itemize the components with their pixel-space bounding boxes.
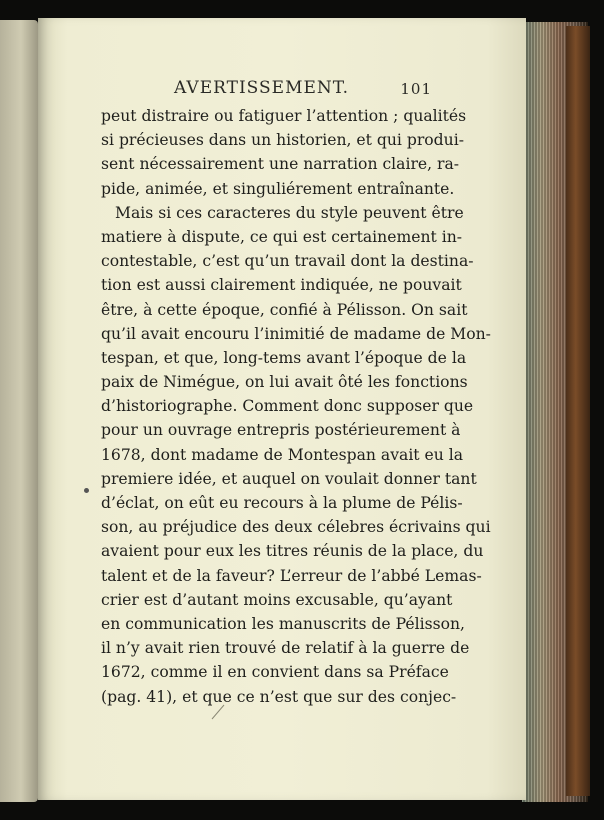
text-line: pour un ouvrage entrepris postérieurement à bbox=[101, 421, 461, 440]
text-line: d’historiographe. Comment donc supposer que bbox=[101, 397, 474, 416]
pencil-stroke bbox=[210, 704, 226, 720]
page-header bbox=[174, 78, 432, 102]
text-line: (pag. 41), et que ce n’est que sur des conjec- bbox=[101, 687, 457, 706]
text-line: il n’y avait rien trouvé de relatif à la guerre de bbox=[101, 639, 470, 658]
text-line: 1678, dont madame de Montespan avait eu la bbox=[101, 445, 464, 464]
text-line: son, au préjudice des deux célebres écrivains qui bbox=[101, 518, 491, 537]
text-line: si précieuses dans un historien, et qui produi- bbox=[101, 131, 464, 150]
book-binding bbox=[566, 26, 590, 796]
left-page-edge bbox=[0, 20, 38, 802]
text-line: peut distraire ou fatiguer l’attention ; qualités bbox=[101, 107, 467, 125]
text-line: pide, animée, et singuliérement entraînante. bbox=[101, 179, 455, 198]
text-line: premiere idée, et auquel on voulait donner tant bbox=[101, 469, 477, 488]
page-number: 101 bbox=[400, 80, 432, 98]
body-text bbox=[101, 104, 491, 709]
text-line: en communication les manuscrits de Pélisson, bbox=[101, 614, 465, 633]
text-line: qu’il avait encouru l’inimitié de madame de Mon- bbox=[101, 324, 491, 343]
text-line: sent nécessairement une narration claire, ra- bbox=[101, 155, 460, 174]
text-line: avaient pour eux les titres réunis de la place, du bbox=[101, 542, 484, 561]
text-line: tespan, et que, long-tems avant l’époque de la bbox=[101, 348, 467, 367]
margin-dot bbox=[84, 488, 89, 493]
text-line: contestable, c’est qu’un travail dont la destina- bbox=[101, 252, 474, 271]
text-line: 1672, comme il en convient dans sa Préface bbox=[101, 663, 449, 682]
text-line: tion est aussi clairement indiquée, ne pouvait bbox=[101, 276, 462, 295]
text-line: matiere à dispute, ce qui est certainement in- bbox=[101, 227, 463, 246]
text-line: Mais si ces caracteres du style peuvent être bbox=[115, 203, 464, 222]
text-line: crier est d’autant moins excusable, qu’ayant bbox=[101, 590, 453, 609]
text-line: talent et de la faveur? L’erreur de l’abbé Lemas- bbox=[101, 566, 482, 585]
text-line: paix de Nimégue, on lui avait ôté les fonctions bbox=[101, 373, 468, 392]
running-title: AVERTISSEMENT. bbox=[174, 78, 350, 98]
text-line: être, à cette époque, confié à Pélisson. On sait bbox=[101, 300, 468, 319]
text-line: d’éclat, on eût eu recours à la plume de Pélis- bbox=[101, 494, 463, 512]
